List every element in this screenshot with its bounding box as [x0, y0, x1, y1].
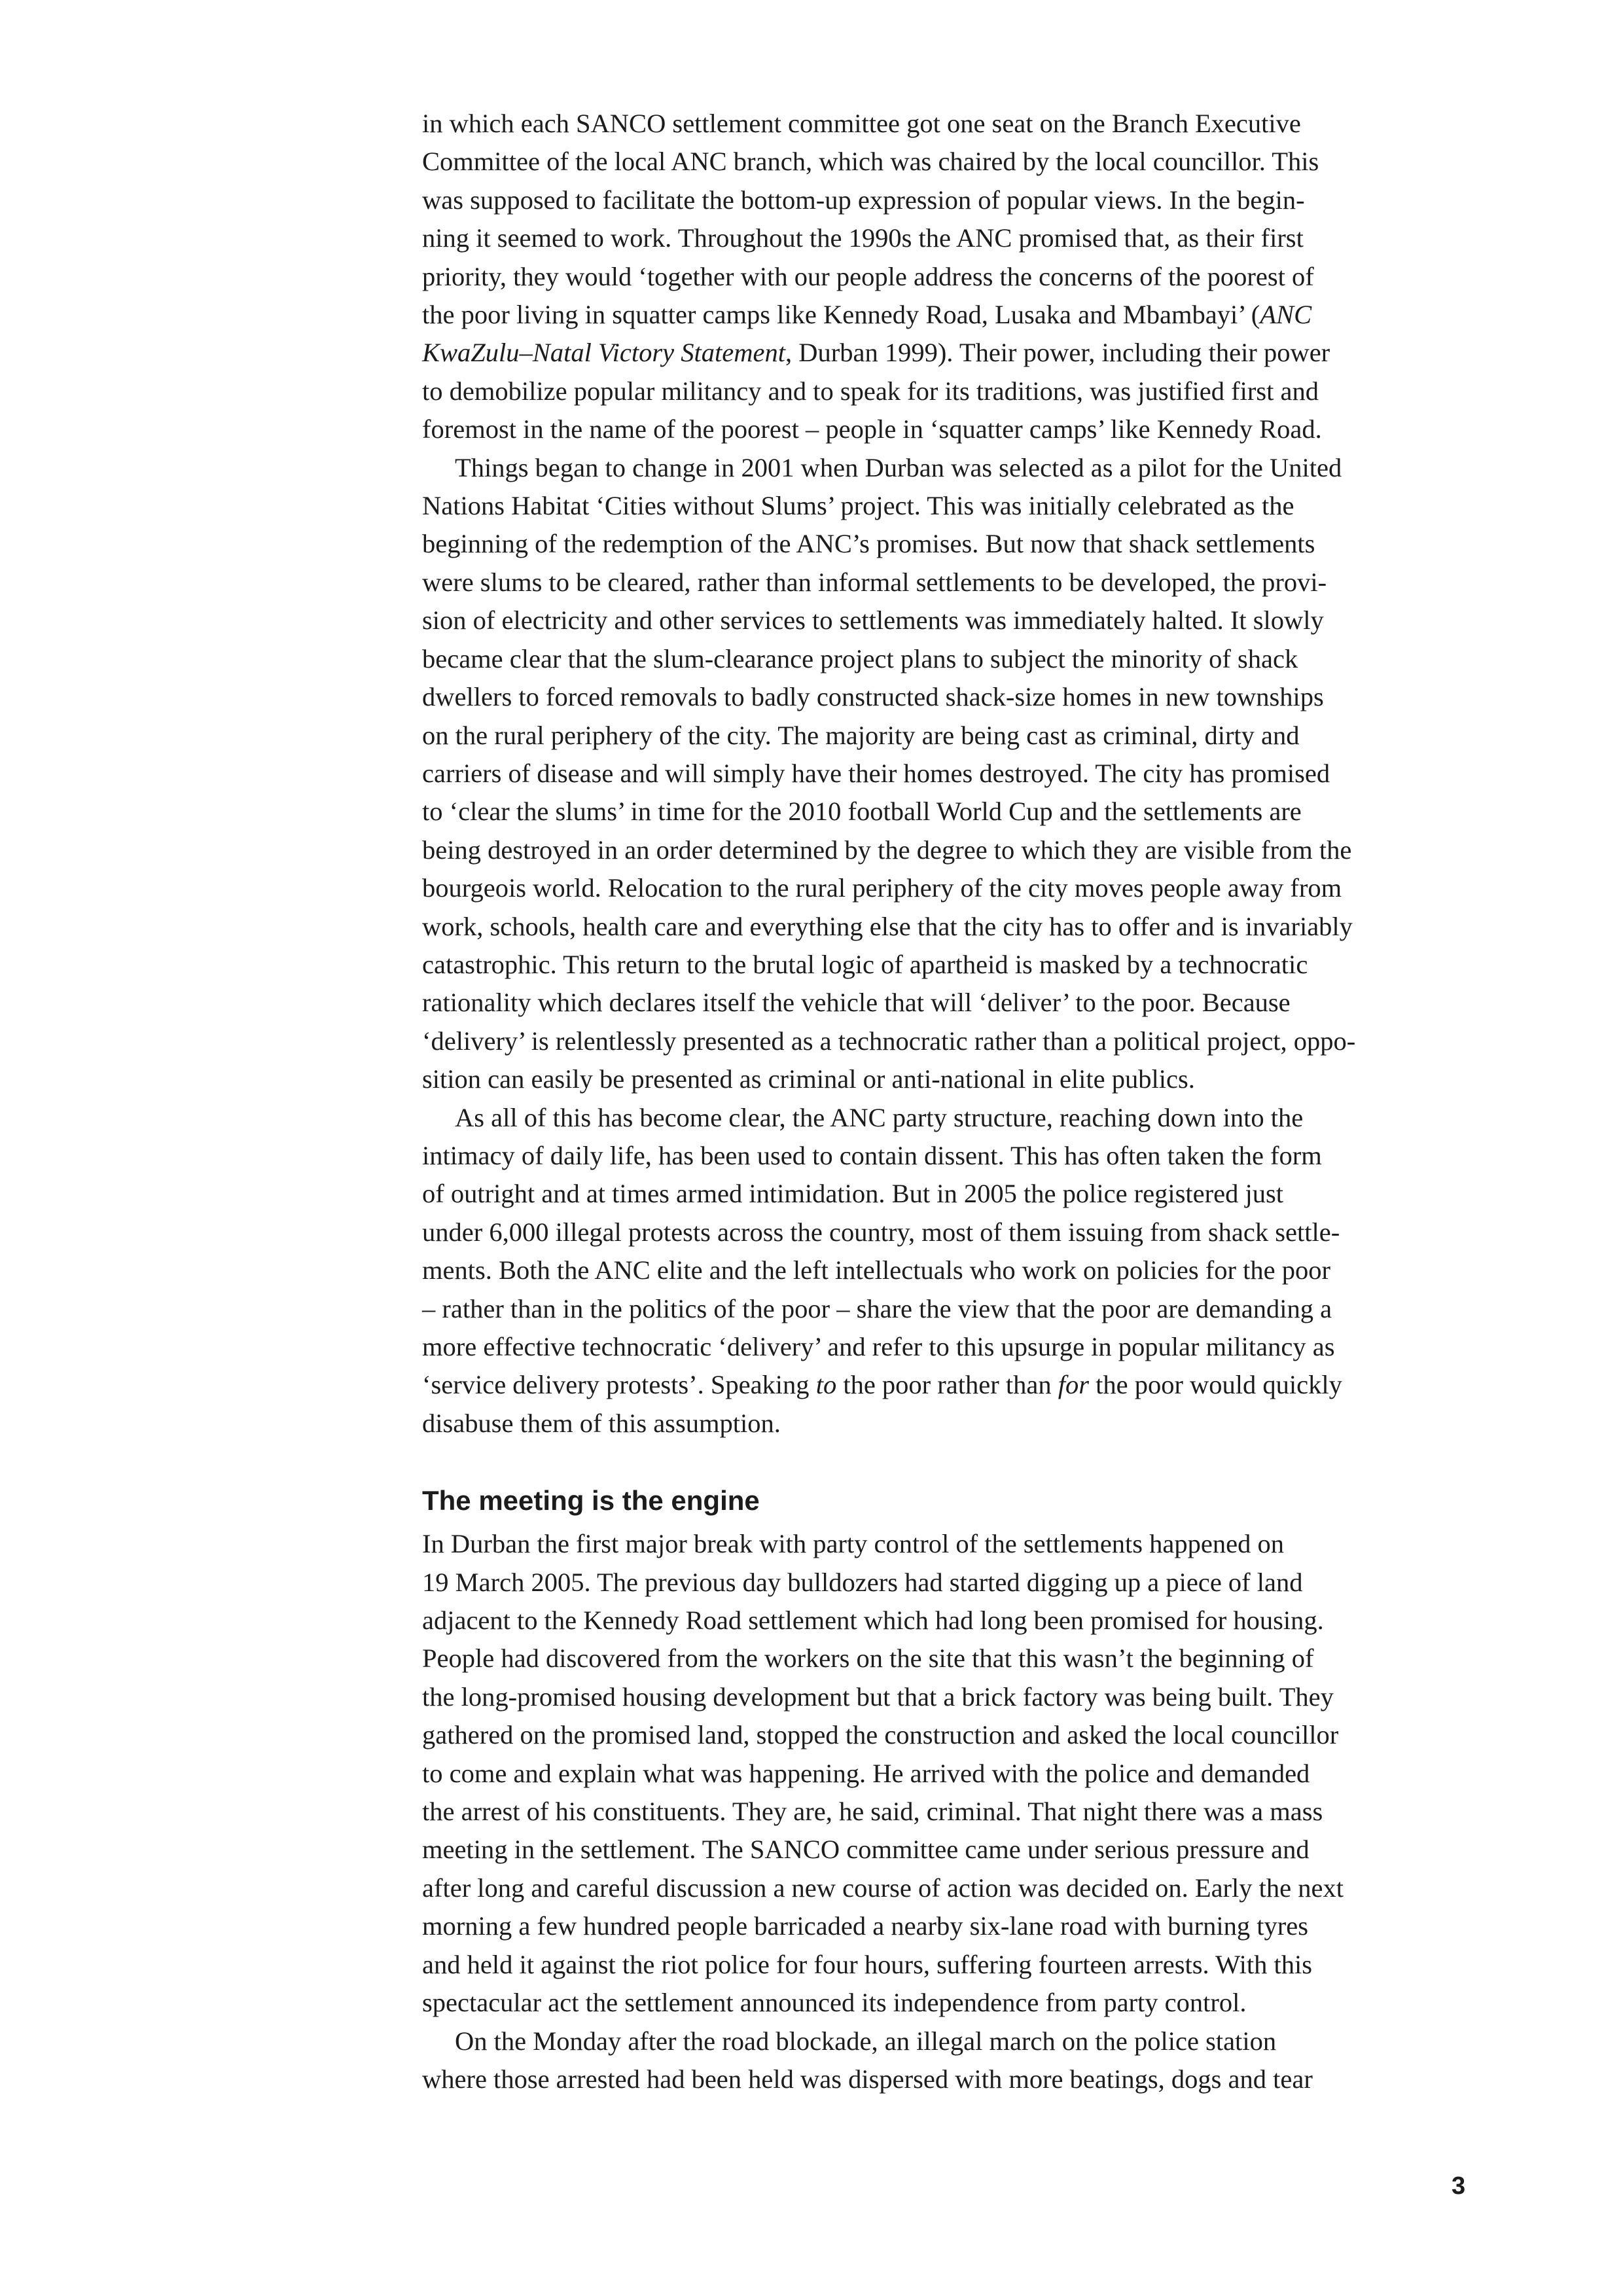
p3-line-3: of outright and at times armed intimidation. But in 2005 the police registered just [422, 1179, 1283, 1209]
body-text [422, 105, 1479, 2098]
p4-line-9: meeting in the settlement. The SANCO committee came under serious pressure and [422, 1835, 1310, 1865]
p1-line-1: in which each SANCO settlement committee got one seat on the Branch Executive [422, 109, 1301, 138]
p1-line-5: priority, they would ‘together with our people address the concerns of the poorest of [422, 261, 1314, 291]
p2-line-3: beginning of the redemption of the ANC’s promises. But now that shack settlements [422, 529, 1315, 559]
p1-italic-anc: ANC [1260, 300, 1312, 330]
p3-line-9: disabuse them of this assumption. [422, 1408, 781, 1438]
p4-line-1: In Durban the first major break with party control of the settlements happened on [422, 1529, 1284, 1559]
p1-line-9: foremost in the name of the poorest – people in ‘squatter camps’ like Kennedy Road. [422, 414, 1322, 444]
p2-line-12: bourgeois world. Relocation to the rural periphery of the city moves people away from [422, 873, 1342, 903]
p3-line-5: ments. Both the ANC elite and the left intellectuals who work on policies for the poor [422, 1255, 1330, 1285]
p3-italic-to: to [815, 1370, 837, 1400]
p1-line-8: to demobilize popular militancy and to speak for its traditions, was justified first and [422, 376, 1319, 406]
p2-line-6: became clear that the slum-clearance project plans to subject the minority of shack [422, 643, 1298, 673]
p3-line-4: under 6,000 illegal protests across the country, most of them issuing from shack settle- [422, 1217, 1340, 1247]
p2-line-8: on the rural periphery of the city. The majority are being cast as criminal, dirty and [422, 720, 1300, 750]
paragraph-2 [422, 449, 1479, 1099]
p4-line-13: spectacular act the settlement announced its independence from party control. [422, 1988, 1247, 2018]
p4-line-5: the long-promised housing development but that a brick factory was being built. They [422, 1681, 1334, 1712]
p2-line-1: Things began to change in 2001 when Durban was selected as a pilot for the United [455, 452, 1342, 482]
p2-line-13: work, schools, health care and everything else that the city has to offer and is invariably [422, 911, 1353, 941]
p3-line-8-a: ‘service delivery protests’. Speaking [422, 1370, 816, 1400]
paragraph-5 [422, 2022, 1479, 2099]
p2-line-15: rationality which declares itself the vehicle that will ‘deliver’ to the poor. Because [422, 988, 1291, 1018]
p2-line-14: catastrophic. This return to the brutal logic of apartheid is masked by a technocratic [422, 949, 1308, 979]
p3-line-2: intimacy of daily life, has been used to contain dissent. This has often taken the form [422, 1140, 1322, 1170]
p1-line-3: was supposed to facilitate the bottom-up expression of popular views. In the begin- [422, 185, 1305, 215]
p2-line-4: were slums to be cleared, rather than informal settlements to be developed, the provi- [422, 567, 1327, 597]
p3-line-6: – rather than in the politics of the poor – share the view that the poor are demanding a [422, 1293, 1332, 1323]
p2-line-17: sition can easily be presented as criminal or anti-national in elite publics. [422, 1064, 1195, 1094]
p4-line-2: 19 March 2005. The previous day bulldozers had started digging up a piece of land [422, 1567, 1303, 1597]
section-heading: The meeting is the engine [422, 1485, 760, 1516]
p1-italic-statement: KwaZulu–Natal Victory Statement [422, 338, 785, 368]
p3-line-7: more effective technocratic ‘delivery’ and refer to this upsurge in popular militancy as [422, 1332, 1335, 1361]
p2-line-7: dwellers to forced removals to badly constructed shack-size homes in new townships [422, 682, 1324, 712]
p3-line-8-c: the poor would quickly [1088, 1370, 1342, 1400]
p5-line-2: where those arrested had been held was dispersed with more beatings, dogs and tear [422, 2064, 1313, 2094]
p2-line-5: sion of electricity and other services to settlements was immediately halted. It slowly [422, 605, 1324, 636]
page-number: 3 [1452, 2172, 1466, 2200]
p1-line-6-text: the poor living in squatter camps like Kennedy Road, Lusaka and Mbambayi’ ( [422, 300, 1260, 330]
p2-line-11: being destroyed in an order determined by the degree to which they are visible from the [422, 834, 1352, 865]
p4-line-8: the arrest of his constituents. They are, he said, criminal. That night there was a mass [422, 1797, 1323, 1827]
p1-line-7 [422, 334, 1479, 372]
p4-line-7: to come and explain what was happening. He arrived with the police and demanded [422, 1758, 1310, 1788]
p4-line-6: gathered on the promised land, stopped the construction and asked the local councillor [422, 1720, 1339, 1750]
p2-line-10: to ‘clear the slums’ in time for the 2010 football World Cup and the settlements are [422, 797, 1302, 827]
paragraph-4 [422, 1525, 1479, 2022]
p4-line-11: morning a few hundred people barricaded a nearby six-lane road with burning tyres [422, 1911, 1309, 1941]
p1-line-2: Committee of the local ANC branch, which was chaired by the local councillor. This [422, 147, 1319, 177]
p1-line-4: ning it seemed to work. Throughout the 1990s the ANC promised that, as their first [422, 223, 1304, 253]
p4-line-10: after long and careful discussion a new course of action was decided on. Early the next [422, 1873, 1344, 1903]
paragraph-1 [422, 105, 1479, 449]
p2-line-2: Nations Habitat ‘Cities without Slums’ project. This was initially celebrated as the [422, 491, 1294, 521]
p4-line-12: and held it against the riot police for four hours, suffering fourteen arrests. With this [422, 1949, 1313, 1979]
p4-line-3: adjacent to the Kennedy Road settlement which had long been promised for housing. [422, 1605, 1324, 1636]
p5-line-1: On the Monday after the road blockade, an illegal march on the police station [455, 2026, 1277, 2056]
p2-line-9: carriers of disease and will simply have their homes destroyed. The city has promised [422, 758, 1330, 788]
p3-line-8-b: the poor rather than [836, 1370, 1058, 1400]
p1-line-7-rest: , Durban 1999). Their power, including their power [785, 338, 1330, 368]
p3-line-8 [422, 1366, 1479, 1404]
p3-italic-for: for [1058, 1370, 1089, 1400]
paragraph-3 [422, 1099, 1479, 1443]
p4-line-4: People had discovered from the workers on the site that this wasn’t the beginning of [422, 1643, 1314, 1674]
p3-line-1: As all of this has become clear, the ANC party structure, reaching down into the [455, 1102, 1304, 1132]
p1-line-6 [422, 296, 1479, 334]
p2-line-16: ‘delivery’ is relentlessly presented as a technocratic rather than a political project, oppo- [422, 1026, 1356, 1056]
